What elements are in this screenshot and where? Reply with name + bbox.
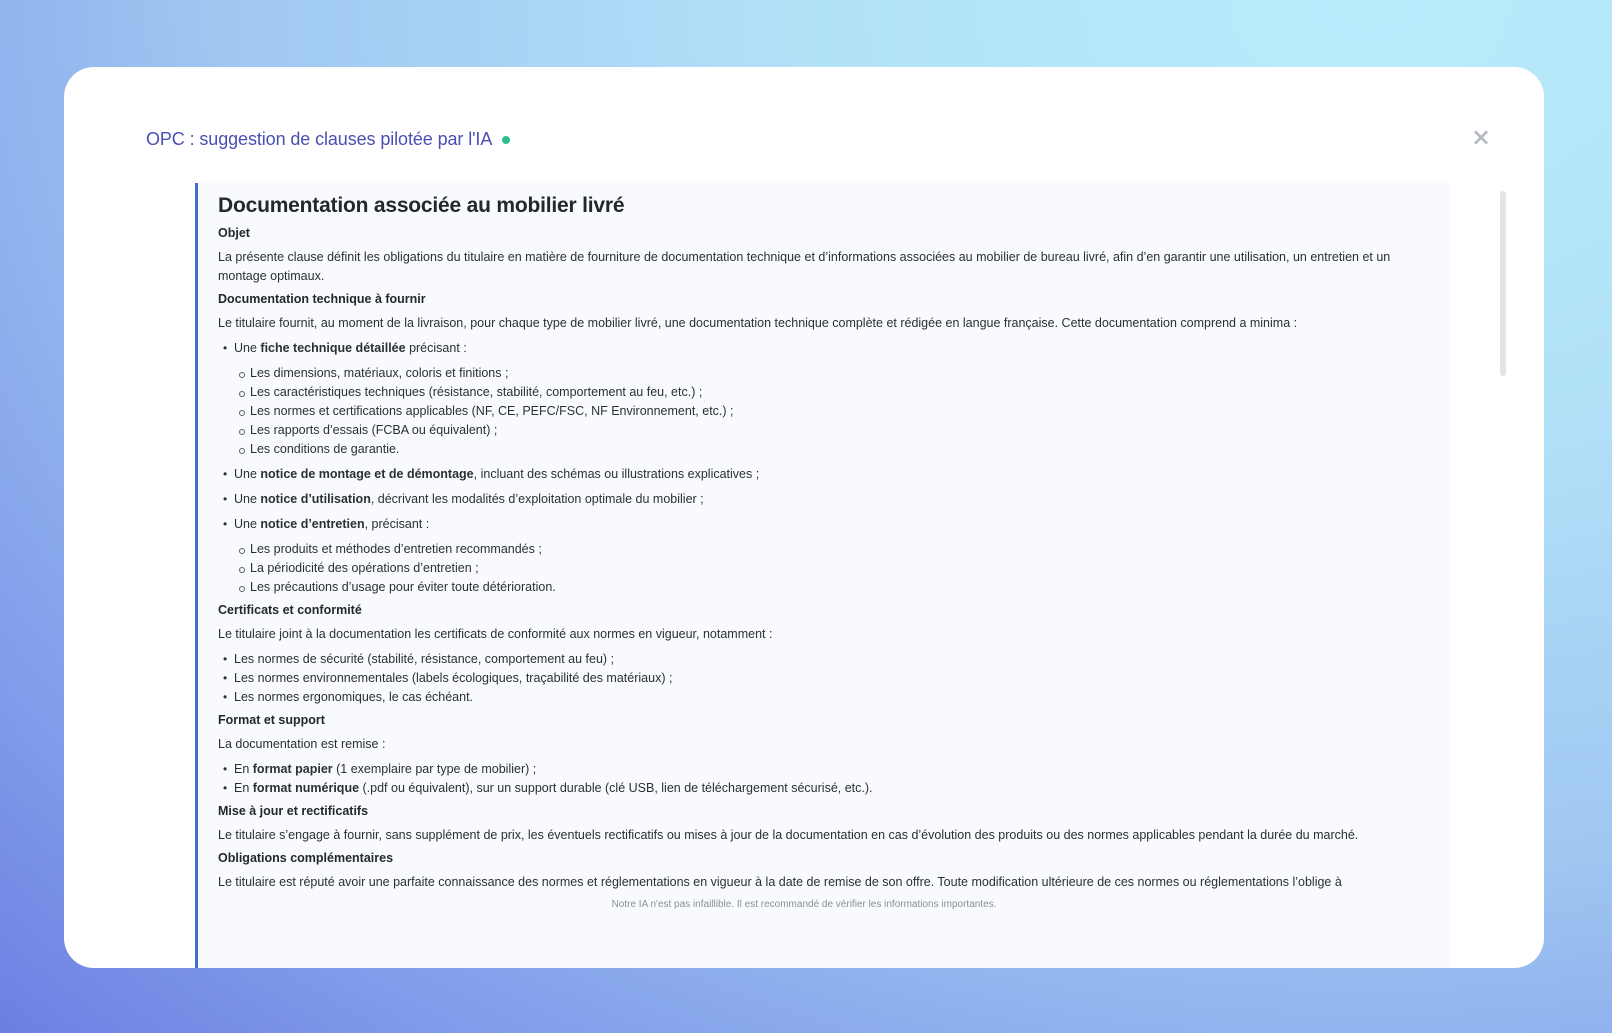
sub-list-item: Les normes et certifications applicables (NF, CE, PEFC/FSC, NF Environnement, etc.) ;	[250, 402, 1430, 421]
objet-text: La présente clause définit les obligations du titulaire en matière de fourniture de documentation technique et d’informations associées au mobilier de bureau livré, afin d’en garantir une utilisation, un entretien et un montage optimaux.	[218, 250, 1391, 283]
item-suffix: (.pdf ou équivalent), sur un support durable (clé USB, lien de téléchargement sécurisé, etc.).	[359, 781, 873, 795]
section-heading-documentation: Documentation technique à fournir	[218, 292, 426, 306]
item-prefix: Une	[234, 492, 261, 506]
list-item: • Les normes environnementales (labels écologiques, traçabilité des matériaux) ;	[234, 669, 1430, 688]
sub-list-item: Les rapports d’essais (FCBA ou équivalent) ;	[250, 421, 1430, 440]
clause-scroll-area[interactable]	[195, 183, 1522, 968]
section-heading-objet: Objet	[218, 226, 250, 240]
list-item	[234, 465, 1430, 484]
item-bold: fiche technique détaillée	[260, 341, 406, 355]
item-bold: format papier	[252, 762, 333, 776]
close-icon[interactable]: ×	[1470, 123, 1492, 151]
sub-list-item: Les dimensions, matériaux, coloris et finitions ;	[250, 364, 1430, 383]
item-suffix: précisant :	[405, 341, 467, 355]
sub-list	[234, 364, 1430, 459]
status-dot-icon	[502, 136, 510, 144]
item-bold: notice d’utilisation	[260, 492, 371, 506]
format-intro: La documentation est remise :	[218, 737, 386, 751]
list-item	[234, 779, 1430, 798]
list-item	[234, 515, 1430, 597]
item-prefix: Une	[234, 341, 261, 355]
certificats-list	[218, 650, 1430, 707]
modal-header	[146, 129, 510, 150]
section-heading-mise-a-jour: Mise à jour et rectificatifs	[218, 804, 369, 818]
item-suffix: (1 exemplaire par type de mobilier) ;	[332, 762, 537, 776]
item-suffix: , précisant :	[364, 517, 430, 531]
item-bold: format numérique	[252, 781, 360, 795]
documentation-intro: Le titulaire fournit, au moment de la livraison, pour chaque type de mobilier livré, une documentation technique complète et rédigée en langue française. Cette documentation comprend a minima :	[218, 316, 1298, 330]
sub-list-item: Les caractéristiques techniques (résistance, stabilité, comportement au feu, etc.) ;	[250, 383, 1430, 402]
obligations-text: Le titulaire est réputé avoir une parfaite connaissance des normes et réglementations en vigueur à la date de remise de son offre. Toute modification ultérieure de ces normes ou réglementations l’oblige à	[218, 875, 1342, 889]
mise-a-jour-text: Le titulaire s’engage à fournir, sans supplément de prix, les éventuels rectificatifs ou mises à jour de la documentation en cas d’évolution des produits ou des normes applicables pendant la durée du marché.	[218, 828, 1359, 842]
list-item	[234, 490, 1430, 509]
list-item: • Les normes ergonomiques, le cas échéant.	[234, 688, 1430, 707]
item-bold: notice de montage et de démontage	[260, 467, 474, 481]
list-item	[234, 760, 1430, 779]
clause-suggestion-modal	[64, 67, 1544, 968]
modal-title: OPC : suggestion de clauses pilotée par l'IA	[146, 129, 493, 149]
sub-list-item: La périodicité des opérations d’entretien ;	[250, 559, 1430, 578]
item-suffix: , décrivant les modalités d’exploitation optimale du mobilier ;	[370, 492, 704, 506]
item-prefix: En	[234, 781, 253, 795]
scrollbar-thumb[interactable]	[1500, 191, 1506, 376]
section-heading-obligations: Obligations complémentaires	[218, 851, 394, 865]
documentation-list	[218, 339, 1430, 597]
item-prefix: Une	[234, 467, 261, 481]
clause-title: Documentation associée au mobilier livré	[218, 194, 625, 217]
item-prefix: En	[234, 762, 253, 776]
item-prefix: Une	[234, 517, 261, 531]
section-heading-format: Format et support	[218, 713, 325, 727]
sub-list	[234, 540, 1430, 597]
certificats-intro: Le titulaire joint à la documentation les certificats de conformité aux normes en vigueur, notamment :	[218, 627, 773, 641]
list-item: • Les normes de sécurité (stabilité, résistance, comportement au feu) ;	[234, 650, 1430, 669]
format-list	[218, 760, 1430, 798]
sub-list-item: Les conditions de garantie.	[250, 440, 1430, 459]
clause-card	[195, 183, 1450, 968]
scrollbar[interactable]	[1500, 191, 1506, 891]
sub-list-item: Les précautions d’usage pour éviter toute détérioration.	[250, 578, 1430, 597]
section-heading-certificats: Certificats et conformité	[218, 603, 362, 617]
item-suffix: , incluant des schémas ou illustrations explicatives ;	[473, 467, 760, 481]
item-bold: notice d’entretien	[260, 517, 365, 531]
sub-list-item: Les produits et méthodes d’entretien recommandés ;	[250, 540, 1430, 559]
ai-disclaimer: Notre IA n'est pas infaillible. Il est recommandé de vérifier les informations importantes.	[611, 899, 997, 910]
list-item	[234, 339, 1430, 459]
